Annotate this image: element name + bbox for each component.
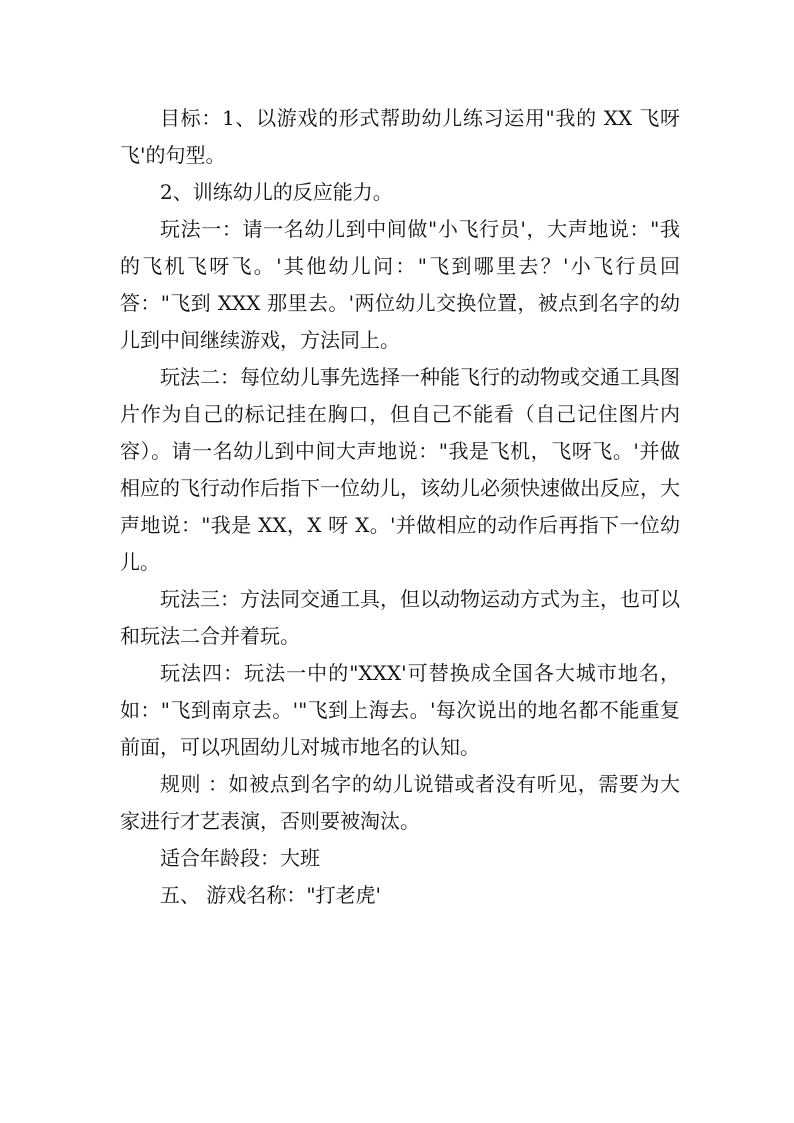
method-two-paragraph: 玩法二：每位幼儿事先选择一种能飞行的动物或交通工具图片作为自己的标记挂在胸口，但自己不能看（自己记住图片内容）。请一名幼儿到中间大声地说："我是飞机，飞呀飞。'并做相应的飞行动作后指下一位幼儿，该幼儿必须快速做出反应，大声地说："我是 XX，X 呀 X。'并做相应的动作后再指下一位幼儿。 bbox=[120, 365, 680, 574]
method-one-paragraph: 玩法一：请一名幼儿到中间做"小飞行员'，大声地说："我的飞机飞呀飞。'其他幼儿问："飞到哪里去？'小飞行员回答："飞到 XXX 那里去。'两位幼儿交换位置，被点到名字的幼儿到中间继续游戏，方法同上。 bbox=[120, 217, 680, 352]
section-five-heading: 五、 游戏名称："打老虎' bbox=[160, 883, 382, 907]
age-group-paragraph: 适合年龄段：大班 bbox=[160, 846, 320, 870]
goal-item-2: 2、训练幼儿的反应能力。 bbox=[160, 180, 393, 204]
method-three-paragraph: 玩法三：方法同交通工具，但以动物运动方式为主，也可以和玩法二合并着玩。 bbox=[120, 587, 680, 648]
goal-paragraph: 目标：1、以游戏的形式帮助幼儿练习运用"我的 XX 飞呀飞'的句型。 bbox=[120, 106, 680, 167]
rules-paragraph: 规则 ：如被点到名字的幼儿说错或者没有听见，需要为大家进行才艺表演，否则要被淘汰。 bbox=[120, 772, 680, 833]
method-four-paragraph: 玩法四：玩法一中的"XXX'可替换成全国各大城市地名，如："飞到南京去。'"飞到上海去。'每次说出的地名都不能重复前面，可以巩固幼儿对城市地名的认知。 bbox=[120, 661, 680, 759]
document-body bbox=[120, 100, 680, 914]
